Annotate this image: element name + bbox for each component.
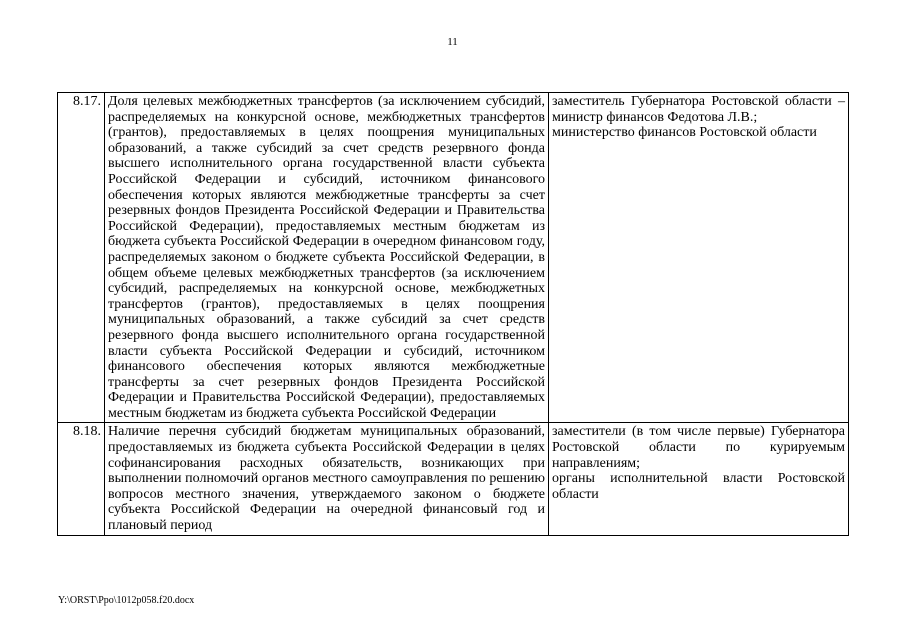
responsible-person: заместитель Губернатора Ростовской области – министр финансов Федотова Л.В.; bbox=[552, 94, 845, 125]
indicator-description: Наличие перечня субсидий бюджетам муниципальных образований, предоставляемых из бюджета субъекта Российской Федерации в целях софинансирования расходных обязательств, возникающих при выполнении полномочий органов местного самоуправления по решению вопросов местного значения, утверждаемого законом о бюджете субъекта Российской Федерации на очередной финансовый год и плановый период bbox=[108, 424, 545, 534]
responsible-body: министерство финансов Ростовской области bbox=[552, 125, 817, 141]
responsible-person: заместители (в том числе первые) Губернатора Ростовской области по курируемым направлениям; bbox=[552, 424, 845, 471]
responsible-cell bbox=[549, 423, 849, 535]
row-number: 8.18. bbox=[58, 423, 105, 535]
table-row bbox=[58, 423, 849, 535]
table-row bbox=[58, 93, 849, 423]
indicator-text bbox=[105, 423, 549, 535]
indicator-text bbox=[105, 93, 549, 423]
row-number: 8.17. bbox=[58, 93, 105, 423]
indicator-description: Доля целевых межбюджетных трансфертов (за исключением субсидий, распределяемых на конкурсной основе, межбюджетных трансфертов (грантов), предоставляемых в целях поощрения муниципальных образований, а также субсидий за счет средств резервного фонда высшего исполнительного органа государственной власти субъекта Российской Федерации и субсидий, источником финансового обеспечения которых являются межбюджетные трансферты за счет резервных фондов Президента Российской Федерации и Правительства Российской Федерации), предоставляемых местным бюджетам из бюджета субъекта Российской Федерации в очередном финансовом году, распределяемых законом о бюджете субъекта Российской Федерации, в общем объеме целевых межбюджетных трансфертов (за исключением субсидий, распределяемых на конкурсной основе, межбюджетных трансфертов (грантов), предоставляемых в целях поощрения муниципальных образований, а также субсидий за счет средств резервного фонда высшего исполнительного органа государственной власти субъекта Российской Федерации и субсидий, источником финансового обеспечения которых являются межбюджетные трансферты за счет резервных фондов Президента Российской Федерации и Правительства Российской Федерации), предоставляемых местным бюджетам из бюджета субъекта Российской Федерации bbox=[108, 94, 545, 421]
page-number: 11 bbox=[447, 36, 458, 48]
responsible-body: органы исполнительной власти Ростовской области bbox=[552, 471, 845, 502]
document-file-path: Y:\ORST\Ppo\1012p058.f20.docx bbox=[58, 595, 195, 606]
indicators-table bbox=[57, 92, 849, 536]
responsible-cell bbox=[549, 93, 849, 423]
